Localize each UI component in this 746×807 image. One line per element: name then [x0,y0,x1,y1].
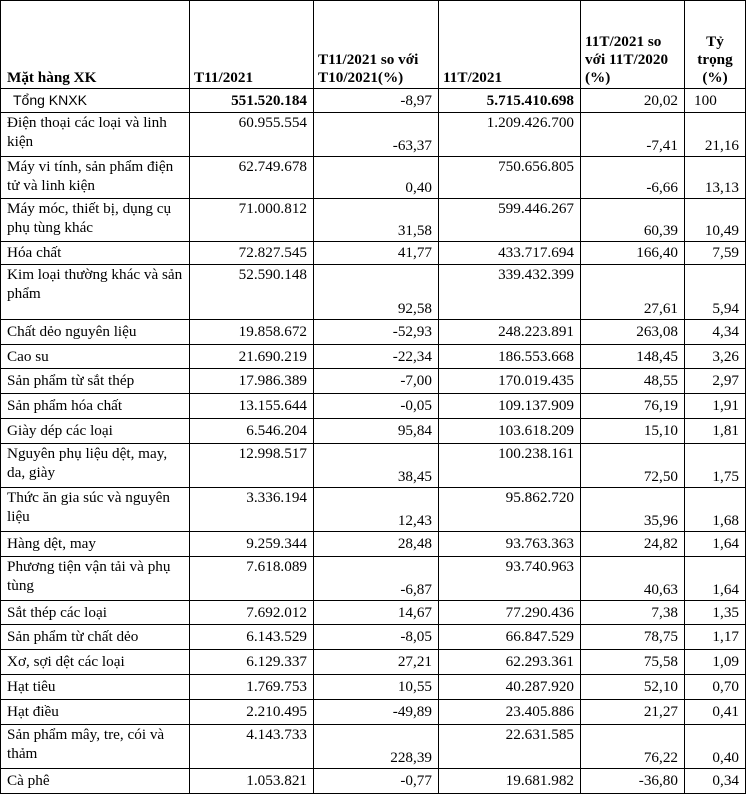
row-ytd-vs-prev: 148,45 [581,345,685,369]
row-name: Giày dép các loại [1,419,190,444]
row-ytd-vs-prev: 60,39 [581,199,685,242]
row-share: 0,70 [685,675,746,700]
row-ytd-vs-prev: -7,41 [581,113,685,157]
row-ytd: 23.405.886 [439,700,581,725]
row-ytd: 170.019.435 [439,369,581,394]
table-row [1,394,746,419]
table-row [1,320,746,345]
row-t11-vs-t10: -6,87 [314,557,439,601]
row-name: Hóa chất [1,242,190,265]
row-ytd: 1.209.426.700 [439,113,581,157]
row-t11: 62.749.678 [190,157,314,199]
row-ytd-vs-prev: 24,82 [581,532,685,557]
row-name: Hàng dệt, may [1,532,190,557]
row-t11-vs-t10: -0,77 [314,769,439,794]
table-header-row [1,1,746,89]
row-t11-vs-t10: 12,43 [314,488,439,532]
row-share: 2,97 [685,369,746,394]
table-row [1,488,746,532]
total-name: Tổng KNXK [1,89,190,113]
row-share: 1,64 [685,557,746,601]
row-share: 1,75 [685,444,746,488]
row-share: 7,59 [685,242,746,265]
table-row [1,369,746,394]
total-t11: 551.520.184 [190,89,314,113]
row-share: 1,17 [685,625,746,650]
row-t11: 52.590.148 [190,265,314,320]
row-name: Sản phẩm mây, tre, cói và thảm [1,725,190,769]
row-ytd: 95.862.720 [439,488,581,532]
row-name: Cao su [1,345,190,369]
row-t11-vs-t10: 10,55 [314,675,439,700]
row-t11-vs-t10: 28,48 [314,532,439,557]
row-t11: 17.986.389 [190,369,314,394]
row-t11-vs-t10: 228,39 [314,725,439,769]
row-t11: 19.858.672 [190,320,314,345]
row-t11-vs-t10: 95,84 [314,419,439,444]
row-t11: 1.053.821 [190,769,314,794]
row-name: Hạt điều [1,700,190,725]
row-t11-vs-t10: -7,00 [314,369,439,394]
row-t11: 13.155.644 [190,394,314,419]
row-t11-vs-t10: -8,05 [314,625,439,650]
row-ytd: 186.553.668 [439,345,581,369]
row-t11: 6.143.529 [190,625,314,650]
row-t11: 1.769.753 [190,675,314,700]
row-t11-vs-t10: 0,40 [314,157,439,199]
table-row [1,601,746,625]
table-row [1,199,746,242]
row-ytd-vs-prev: 166,40 [581,242,685,265]
row-t11: 21.690.219 [190,345,314,369]
row-ytd: 599.446.267 [439,199,581,242]
header-t11: T11/2021 [190,1,314,89]
table-row [1,650,746,675]
row-name: Máy móc, thiết bị, dụng cụ phụ tùng khác [1,199,190,242]
row-name: Kim loại thường khác và sản phẩm [1,265,190,320]
header-t11-vs-t10: T11/2021 so với T10/2021(%) [314,1,439,89]
row-share: 5,94 [685,265,746,320]
row-ytd: 62.293.361 [439,650,581,675]
row-name: Chất dẻo nguyên liệu [1,320,190,345]
row-share: 4,34 [685,320,746,345]
row-t11-vs-t10: -49,89 [314,700,439,725]
row-t11: 7.618.089 [190,557,314,601]
row-t11-vs-t10: 41,77 [314,242,439,265]
row-name: Hạt tiêu [1,675,190,700]
table-row [1,725,746,769]
row-share: 1,91 [685,394,746,419]
row-t11-vs-t10: -0,05 [314,394,439,419]
row-t11-vs-t10: -63,37 [314,113,439,157]
row-ytd-vs-prev: 40,63 [581,557,685,601]
row-ytd-vs-prev: -36,80 [581,769,685,794]
header-ytd: 11T/2021 [439,1,581,89]
table-row [1,675,746,700]
table-row [1,769,746,794]
row-t11: 9.259.344 [190,532,314,557]
row-t11-vs-t10: 92,58 [314,265,439,320]
row-share: 1,35 [685,601,746,625]
row-t11: 4.143.733 [190,725,314,769]
row-name: Nguyên phụ liệu dệt, may, da, giày [1,444,190,488]
row-ytd-vs-prev: 76,19 [581,394,685,419]
row-name: Xơ, sợi dệt các loại [1,650,190,675]
total-ytd: 5.715.410.698 [439,89,581,113]
row-ytd: 750.656.805 [439,157,581,199]
row-share: 1,09 [685,650,746,675]
row-share: 1,64 [685,532,746,557]
row-ytd: 100.238.161 [439,444,581,488]
row-t11-vs-t10: 31,58 [314,199,439,242]
total-share: 100 [685,89,746,113]
row-name: Cà phê [1,769,190,794]
row-ytd-vs-prev: 72,50 [581,444,685,488]
row-ytd: 339.432.399 [439,265,581,320]
row-share: 0,40 [685,725,746,769]
row-name: Phương tiện vận tải và phụ tùng [1,557,190,601]
row-t11: 6.546.204 [190,419,314,444]
total-ytd-vs-prev: 20,02 [581,89,685,113]
row-t11: 7.692.012 [190,601,314,625]
row-ytd: 433.717.694 [439,242,581,265]
row-ytd: 109.137.909 [439,394,581,419]
row-t11: 3.336.194 [190,488,314,532]
table-row [1,113,746,157]
header-share: Tỷ trọng (%) [685,1,746,89]
row-share: 0,41 [685,700,746,725]
header-item: Mặt hàng XK [1,1,190,89]
header-ytd-vs-prev: 11T/2021 so với 11T/2020 (%) [581,1,685,89]
table-row [1,444,746,488]
row-name: Sắt thép các loại [1,601,190,625]
row-ytd: 19.681.982 [439,769,581,794]
row-share: 1,68 [685,488,746,532]
row-t11: 71.000.812 [190,199,314,242]
row-share: 21,16 [685,113,746,157]
row-ytd: 93.740.963 [439,557,581,601]
row-ytd-vs-prev: 76,22 [581,725,685,769]
row-t11-vs-t10: 14,67 [314,601,439,625]
row-ytd: 103.618.209 [439,419,581,444]
row-ytd-vs-prev: -6,66 [581,157,685,199]
row-t11-vs-t10: -52,93 [314,320,439,345]
row-ytd-vs-prev: 7,38 [581,601,685,625]
row-ytd: 22.631.585 [439,725,581,769]
row-ytd-vs-prev: 21,27 [581,700,685,725]
row-name: Sản phẩm từ sắt thép [1,369,190,394]
row-name: Sản phẩm hóa chất [1,394,190,419]
table-row [1,157,746,199]
row-t11: 6.129.337 [190,650,314,675]
row-t11-vs-t10: -22,34 [314,345,439,369]
table-row [1,700,746,725]
row-t11: 72.827.545 [190,242,314,265]
row-t11-vs-t10: 38,45 [314,444,439,488]
table-row [1,625,746,650]
table-row [1,557,746,601]
total-row [1,89,746,113]
row-ytd-vs-prev: 75,58 [581,650,685,675]
row-share: 3,26 [685,345,746,369]
row-share: 13,13 [685,157,746,199]
row-ytd-vs-prev: 78,75 [581,625,685,650]
table-row [1,419,746,444]
row-ytd: 66.847.529 [439,625,581,650]
table-row [1,265,746,320]
row-ytd: 93.763.363 [439,532,581,557]
row-share: 1,81 [685,419,746,444]
row-t11-vs-t10: 27,21 [314,650,439,675]
row-name: Máy vi tính, sản phẩm điện tử và linh kiện [1,157,190,199]
row-ytd-vs-prev: 48,55 [581,369,685,394]
row-ytd-vs-prev: 263,08 [581,320,685,345]
row-ytd: 248.223.891 [439,320,581,345]
row-ytd-vs-prev: 15,10 [581,419,685,444]
row-ytd: 77.290.436 [439,601,581,625]
row-t11: 60.955.554 [190,113,314,157]
row-ytd: 40.287.920 [439,675,581,700]
row-ytd-vs-prev: 27,61 [581,265,685,320]
row-ytd-vs-prev: 35,96 [581,488,685,532]
row-share: 0,34 [685,769,746,794]
row-ytd-vs-prev: 52,10 [581,675,685,700]
row-t11: 2.210.495 [190,700,314,725]
row-name: Thức ăn gia súc và nguyên liệu [1,488,190,532]
row-t11: 12.998.517 [190,444,314,488]
row-share: 10,49 [685,199,746,242]
table-row [1,242,746,265]
table-row [1,345,746,369]
row-name: Điện thoại các loại và linh kiện [1,113,190,157]
table-row [1,532,746,557]
total-t11-vs-t10: -8,97 [314,89,439,113]
row-name: Sản phẩm từ chất dẻo [1,625,190,650]
